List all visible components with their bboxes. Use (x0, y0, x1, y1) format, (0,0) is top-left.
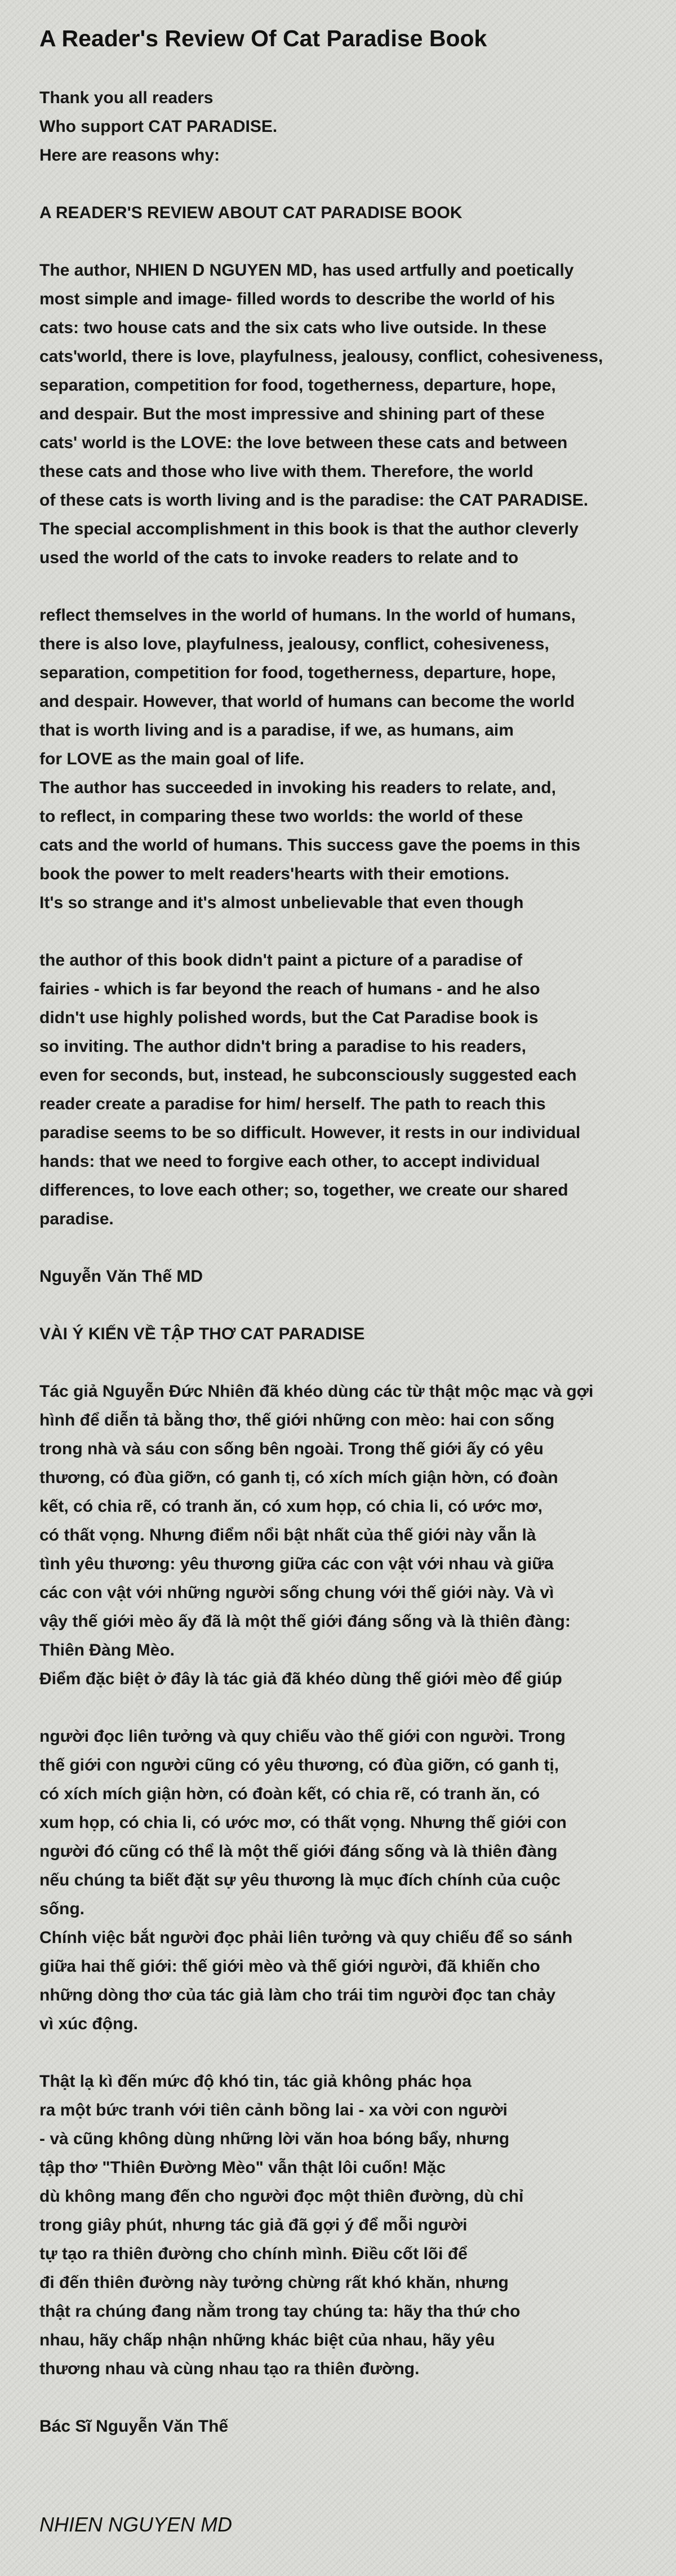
poem-title: A Reader's Review Of Cat Paradise Book (39, 25, 487, 51)
poem-line: and despair. But the most impressive and shining part of these (39, 405, 545, 423)
poem-line: tình yêu thương: yêu thương giữa các con vật với nhau và giữa (39, 1555, 554, 1573)
poem-line: paradise. (39, 1210, 114, 1228)
poem-line: The author has succeeded in invoking his readers to relate, and, (39, 778, 556, 797)
poem-line: tập thơ "Thiên Đường Mèo" vẫn thật lôi cuốn! Mặc (39, 2158, 446, 2177)
poem-body (39, 83, 659, 2469)
poem-line: used the world of the cats to invoke readers to relate and to (39, 548, 519, 567)
poem-line: the author of this book didn't paint a picture of a paradise of (39, 951, 523, 970)
poem-line: vì xúc động. (39, 2015, 139, 2033)
stanza (39, 1262, 659, 1291)
poem-line: Thật lạ kì đến mức độ khó tin, tác giả không phác họa (39, 2072, 472, 2091)
poem-line: and despair. However, that world of humans can become the world (39, 692, 575, 711)
poem-line: there is also love, playfulness, jealousy, conflict, cohesiveness, (39, 635, 549, 653)
poem-line: kết, có chia rẽ, có tranh ăn, có xum họp, có chia li, có ước mơ, (39, 1497, 542, 1516)
poem-line: Chính việc bắt người đọc phải liên tưởng và quy chiếu để so sánh (39, 1928, 573, 1947)
poem-line: It's so strange and it's almost unbelievable that even though (39, 893, 524, 912)
poem-line: reader create a paradise for him/ herself. The path to reach this (39, 1095, 546, 1113)
author-signature: NHIEN NGUYEN MD (39, 2513, 233, 2536)
poem-line: giữa hai thế giới: thế giới mèo và thế giới người, đã khiến cho (39, 1957, 540, 1976)
poem-line: most simple and image- filled words to describe the world of his (39, 290, 555, 308)
poem-line: có thất vọng. Nhưng điểm nổi bật nhất của thế giới này vẫn là (39, 1526, 536, 1544)
poem-line: Thank you all readers (39, 88, 214, 107)
poem-line: thế giới con người cũng có yêu thương, có đùa giỡn, có ganh tị, (39, 1756, 559, 1774)
poem-line: tự tạo ra thiên đường cho chính mình. Điều cốt lõi để (39, 2245, 468, 2263)
poem-line: separation, competition for food, togetherness, departure, hope, (39, 663, 556, 682)
poem-line: - và cũng không dùng những lời văn hoa bóng bẩy, nhưng (39, 2130, 510, 2148)
poem-line: thương, có đùa giỡn, có ganh tị, có xích mích giận hờn, có đoàn (39, 1468, 558, 1487)
poem-line: Tác giả Nguyễn Đức Nhiên đã khéo dùng các từ thật mộc mạc và gợi (39, 1382, 594, 1401)
poem-line: cats' world is the LOVE: the love between these cats and between (39, 433, 568, 452)
poem-line: for LOVE as the main goal of life. (39, 750, 305, 768)
poem-line: trong giây phút, nhưng tác giả đã gợi ý để mỗi người (39, 2216, 468, 2234)
poem-line: cats and the world of humans. This success gave the poems in this (39, 836, 581, 855)
poem-line: Thiên Đàng Mèo. (39, 1641, 175, 1659)
stanza (39, 83, 659, 170)
poem-line: differences, to love each other; so, together, we create our shared (39, 1181, 568, 1200)
poem-line: these cats and those who live with them. Therefore, the world (39, 462, 533, 481)
poem-line: separation, competition for food, togetherness, departure, hope, (39, 376, 556, 395)
stanza (39, 198, 659, 227)
poem-line: thương nhau và cùng nhau tạo ra thiên đường. (39, 2360, 420, 2378)
poem-line: to reflect, in comparing these two worlds: the world of these (39, 807, 523, 826)
stanza (39, 946, 659, 1233)
poem-line: The author, NHIEN D NGUYEN MD, has used artfully and poetically (39, 261, 574, 280)
poem-line: even for seconds, but, instead, he subconsciously suggested each (39, 1066, 577, 1085)
poem-line: cats'world, there is love, playfulness, jealousy, conflict, cohesiveness, (39, 347, 603, 366)
stanza (39, 1377, 659, 1693)
poem-line: Nguyễn Văn Thế MD (39, 1267, 203, 1286)
stanza (39, 256, 659, 572)
poem-line: reflect themselves in the world of humans. In the world of humans, (39, 606, 576, 625)
poem-line: trong nhà và sáu con sống bên ngoài. Trong thế giới ấy có yêu (39, 1440, 544, 1458)
stanza (39, 2412, 659, 2441)
poem-line: có xích mích giận hờn, có đoàn kết, có chia rẽ, có tranh ăn, có (39, 1785, 540, 1803)
poem-line: người đó cũng có thể là một thế giới đáng sống và là thiên đàng (39, 1842, 558, 1861)
poem-line: book the power to melt readers'hearts with their emotions. (39, 865, 509, 883)
poem-line: người đọc liên tưởng và quy chiếu vào thế giới con người. Trong (39, 1727, 566, 1746)
poem-line: Điểm đặc biệt ở đây là tác giả đã khéo dùng thế giới mèo để giúp (39, 1670, 562, 1688)
poem-line: didn't use highly polished words, but the Cat Paradise book is (39, 1008, 539, 1027)
poem-line: paradise seems to be so difficult. However, it rests in our individual (39, 1123, 581, 1142)
poem-line: A READER'S REVIEW ABOUT CAT PARADISE BOOK (39, 203, 462, 222)
poem-line: hands: that we need to forgive each other, to accept individual (39, 1152, 540, 1171)
poem-line: xum họp, có chia li, có ước mơ, có thất vọng. Nhưng thế giới con (39, 1813, 567, 1832)
poem-line: fairies - which is far beyond the reach of humans - and he also (39, 980, 540, 998)
poem-line: that is worth living and is a paradise, if we, as humans, aim (39, 721, 514, 740)
poem-line: những dòng thơ của tác giả làm cho trái tim người đọc tan chảy (39, 1986, 556, 2004)
poem-line: Bác Sĩ Nguyễn Văn Thế (39, 2417, 229, 2436)
poem-line: dù không mang đến cho người đọc một thiên đường, dù chỉ (39, 2187, 524, 2206)
poem-line: đi đến thiên đường này tưởng chừng rất khó khăn, nhưng (39, 2273, 509, 2292)
poem-line: nhau, hãy chấp nhận những khác biệt của nhau, hãy yêu (39, 2331, 495, 2349)
stanza (39, 1722, 659, 2038)
poem-line: sống. (39, 1900, 84, 1918)
stanza (39, 2067, 659, 2383)
poem-line: of these cats is worth living and is the paradise: the CAT PARADISE. (39, 491, 589, 510)
poem-line: VÀI Ý KIẾN VỀ TẬP THƠ CAT PARADISE (39, 1325, 365, 1343)
poem-line: Who support CAT PARADISE. (39, 117, 278, 136)
stanza (39, 601, 659, 917)
poem-line: The special accomplishment in this book is that the author cleverly (39, 520, 579, 538)
poem-line: so inviting. The author didn't bring a paradise to his readers, (39, 1037, 526, 1056)
poem-line: cats: two house cats and the six cats who live outside. In these (39, 318, 547, 337)
poem-line: thật ra chúng đang nằm trong tay chúng ta: hãy tha thứ cho (39, 2302, 521, 2321)
stanza (39, 1320, 659, 1348)
poem-line: hình để diễn tả bằng thơ, thế giới những con mèo: hai con sống (39, 1411, 555, 1429)
poem-line: các con vật với những người sống chung với thế giới này. Và vì (39, 1583, 554, 1602)
poem-line: Here are reasons why: (39, 146, 220, 165)
poem-line: ra một bức tranh với tiên cảnh bồng lai - xa vời con người (39, 2101, 508, 2119)
poem-line: vậy thế giới mèo ấy đã là một thế giới đáng sống và là thiên đàng: (39, 1612, 571, 1631)
poem-line: nếu chúng ta biết đặt sự yêu thương là mục đích chính của cuộc (39, 1871, 561, 1889)
